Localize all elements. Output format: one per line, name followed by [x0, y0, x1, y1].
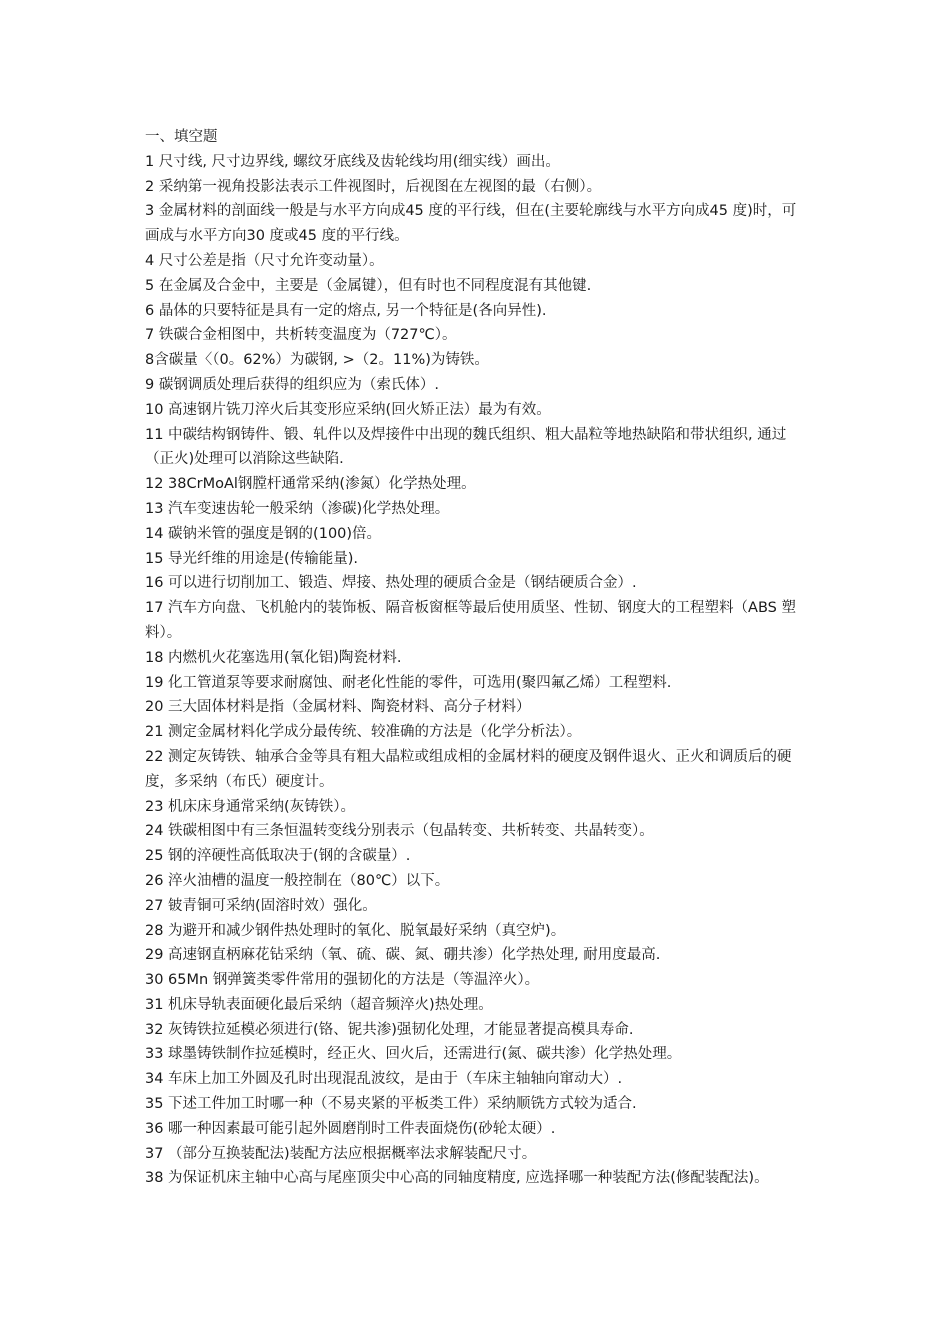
question-item: 30 65Mn 钢弹簧类零件常用的强韧化的方法是（等温淬火）。: [145, 972, 540, 989]
question-item: 17 汽车方向盘、飞机舱内的装饰板、隔音板窗框等最后使用质坚、性韧、钢度大的工程塑料（ABS 塑料）。: [145, 600, 796, 641]
question-item: 16 可以进行切削加工、锻造、焊接、热处理的硬质合金是（钢结硬质合金）.: [145, 575, 637, 592]
question-item: 22 测定灰铸铁、轴承合金等具有粗大晶粒或组成相的金属材料的硬度及钢件退火、正火和调质后的硬度，多采纳（布氏）硬度计。: [145, 748, 792, 790]
question-item: 5 在金属及合金中，主要是（金属键），但有时也不同程度混有其他键.: [145, 277, 592, 294]
question-item: 19 化工管道泵等要求耐腐蚀、耐老化性能的零件，可选用(聚四氟乙烯）工程塑料.: [145, 674, 672, 691]
question-item: 29 高速钢直柄麻花钻采纳（氧、硫、碳、氮、硼共渗）化学热处理, 耐用度最高.: [145, 947, 661, 964]
question-item: 7 铁碳合金相图中，共析转变温度为（727℃）。: [145, 327, 457, 344]
question-item: 10 高速钢片铣刀淬火后其变形应采纳(回火矫正法）最为有效。: [145, 401, 551, 418]
question-item: 1 尺寸线, 尺寸边界线, 螺纹牙底线及齿轮线均用(细实线）画出。: [145, 153, 560, 170]
question-item: 32 灰铸铁拉延模必须进行(铬、铌共渗)强韧化处理，才能显著提高模具寿命.: [145, 1021, 634, 1038]
question-item: 3 金属材料的剖面线一般是与水平方向成45 度的平行线，但在(主要轮廓线与水平方向成45 度)时，可画成与水平方向30 度或45 度的平行线。: [145, 203, 797, 245]
question-item: 27 铍青铜可采纳(固溶时效）强化。: [145, 897, 377, 914]
question-item: 9 碳钢调质处理后获得的组织应为（索氏体）.: [145, 376, 439, 393]
question-item: 31 机床导轨表面硬化最后采纳（超音频淬火)热处理。: [145, 996, 493, 1013]
question-item: 37 （部分互换装配法)装配方法应根据概率法求解装配尺寸。: [145, 1145, 537, 1162]
question-item: 33 球墨铸铁制作拉延模时，经正火、回火后，还需进行(氮、碳共渗）化学热处理。: [145, 1046, 682, 1063]
question-item: 18 内燃机火花塞选用(氧化铝)陶瓷材料.: [145, 649, 402, 666]
question-item: 24 铁碳相图中有三条恒温转变线分别表示（包晶转变、共析转变、共晶转变）。: [145, 823, 654, 840]
question-item: 20 三大固体材料是指（金属材料、陶瓷材料、高分子材料）: [145, 699, 531, 716]
document-body: [145, 125, 805, 1191]
question-item: 34 车床上加工外圆及孔时出现混乱波纹，是由于（车床主轴轴向窜动大）.: [145, 1071, 623, 1088]
question-item: 35 下述工件加工时哪一种（不易夹紧的平板类工件）采纳顺铣方式较为适合.: [145, 1096, 637, 1113]
question-item: 13 汽车变速齿轮一般采纳（渗碳)化学热处理。: [145, 500, 450, 517]
question-item: 2 采纳第一视角投影法表示工件视图时，后视图在左视图的最（右侧）。: [145, 178, 602, 195]
question-item: 21 测定金属材料化学成分最传统、较准确的方法是（化学分析法）。: [145, 724, 582, 741]
question-item: 8含碳量〈（0。62%）为碳钢, >（2。11%)为铸铁。: [145, 352, 489, 369]
question-item: 26 淬火油槽的温度一般控制在（80℃）以下。: [145, 872, 450, 889]
question-item: 23 机床床身通常采纳(灰铸铁）。: [145, 798, 355, 815]
question-item: 28 为避开和减少钢件热处理时的氧化、脱氧最好采纳（真空炉)。: [145, 922, 566, 939]
question-item: 15 导光纤维的用途是(传输能量).: [145, 550, 358, 567]
question-item: 12 38CrMoAl钢膛杆通常采纳(渗氮）化学热处理。: [145, 476, 476, 493]
question-item: 6 晶体的只要特征是具有一定的熔点, 另一个特征是(各向异性).: [145, 302, 547, 319]
section-title: 一、填空题: [145, 129, 218, 145]
question-item: 38 为保证机床主轴中心高与尾座顶尖中心高的同轴度精度, 应选择哪一种装配方法(修配装配法)。: [145, 1170, 769, 1187]
question-item: 11 中碳结构钢铸件、锻、轧件以及焊接件中出现的魏氏组织、粗大晶粒等地热缺陷和带状组织, 通过（正火)处理可以消除这些缺陷.: [145, 426, 787, 468]
question-item: 4 尺寸公差是指（尺寸允许变动量）。: [145, 252, 384, 269]
question-item: 36 哪一种因素最可能引起外圆磨削时工件表面烧伤(砂轮太硬）.: [145, 1120, 556, 1137]
question-list: [145, 150, 805, 1191]
question-item: 14 碳钠米管的强度是钢的(100)倍。: [145, 525, 382, 542]
question-item: 25 钢的淬硬性高低取决于(钢的含碳量）.: [145, 848, 411, 865]
